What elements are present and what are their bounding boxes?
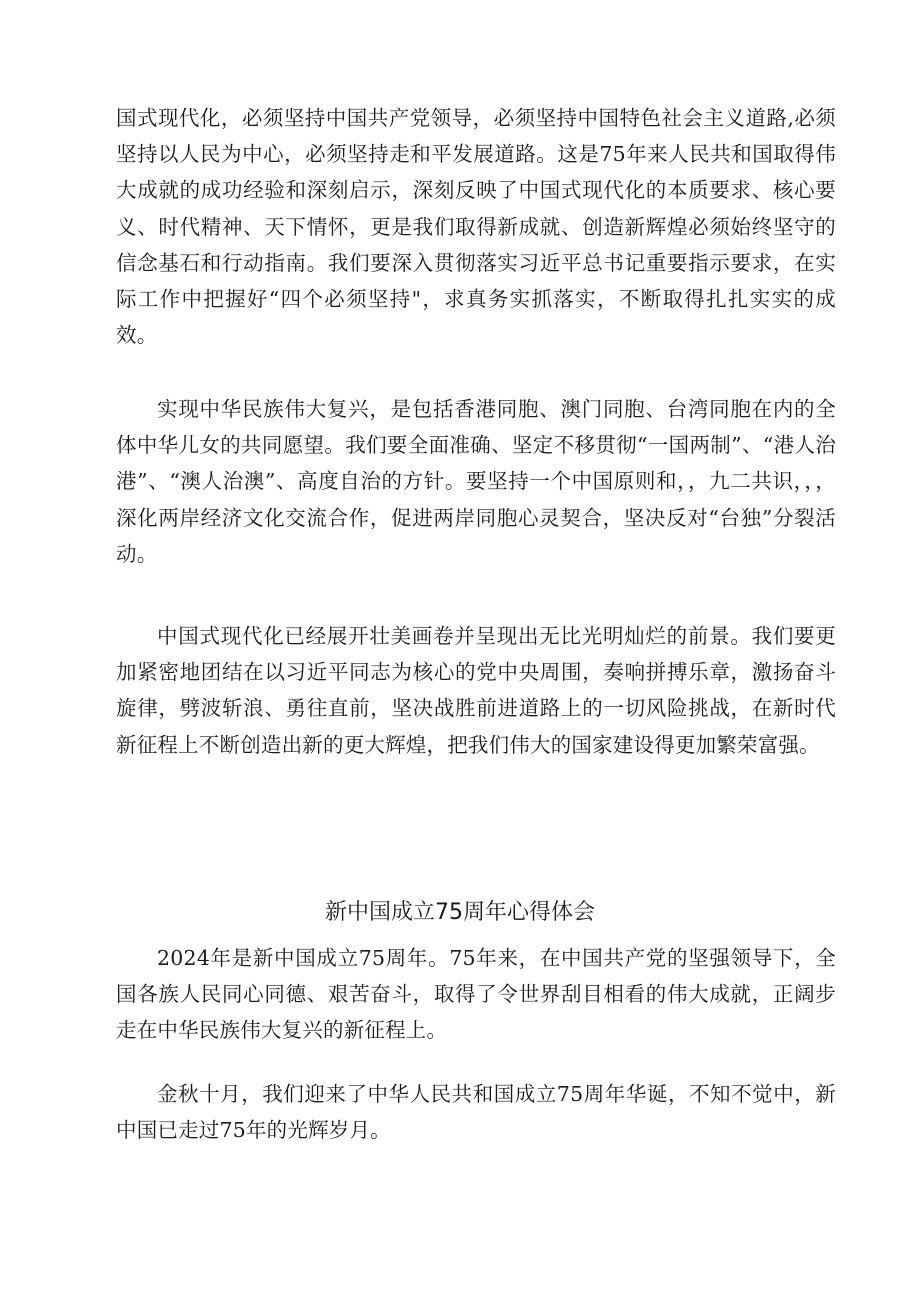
paragraph-golden-autumn: 金秋十月，我们迎来了中华人民共和国成立75周年华诞，不知不觉中，新中国已走过75年的光辉岁月。 (116, 1082, 836, 1143)
paragraph-75-years: 2024年是新中国成立75周年。75年来，在中国共产党的坚强领导下，全国各族人民同心同德、艰苦奋斗，取得了令世界刮目相看的伟大成就，正阔步走在中华民族伟大复兴的新征程上。 (116, 946, 836, 1043)
paragraph-four-musts: 国式现代化，必须坚持中国共产党领导，必须坚持中国特色社会主义道路,必须坚持以人民为中心，必须坚持走和平发展道路。这是75年来人民共和国取得伟大成就的成功经验和深刻启示，深刻反映了中国式现代化的本质要求、核心要义、时代精神、天下情怀，更是我们取得新成就、创造新辉煌必须始终坚守的信念基石和行动指南。我们要深入贯彻落实习近平总书记重要指示要求，在实际工作中把握好“四个必须坚持"，求真务实抓落实，不断取得扎扎实实的成效。 (116, 106, 836, 348)
paragraph-reunification: 实现中华民族伟大复兴，是包括香港同胞、澳门同胞、台湾同胞在内的全体中华儿女的共同愿望。我们要全面准确、坚定不移贯彻“一国两制”、“港人治港”、“澳人治澳”、高度自治的方针。要坚持一个中国原则和，，九二共识，，，深化两岸经济文化交流合作，促进两岸同胞心灵契合，坚决反对“台独”分裂活动。 (116, 397, 836, 566)
section-title: 新中国成立75周年心得体会 (325, 900, 595, 925)
paragraph-modernization-prospect: 中国式现代化已经展开壮美画卷并呈现出无比光明灿烂的前景。我们要更加紧密地团结在以习近平同志为核心的党中央周围，奏响拼搏乐章，激扬奋斗旋律，劈波斩浪、勇往直前，坚决战胜前进道路上的一切风险挑战，在新时代新征程上不断创造出新的更大辉煌，把我们伟大的国家建设得更加繁荣富强。 (116, 624, 836, 757)
